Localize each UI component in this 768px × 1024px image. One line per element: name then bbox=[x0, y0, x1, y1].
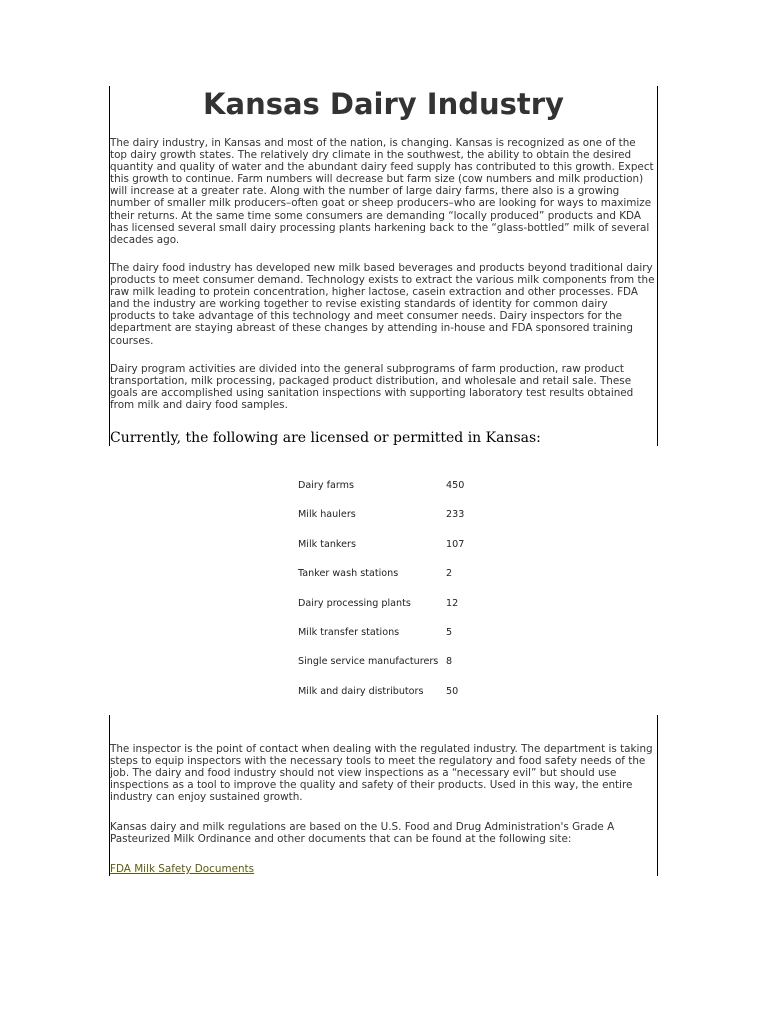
dairy-food-paragraph: The dairy food industry has developed new milk based beverages and products beyond traditional dairy products to meet consumer demand. Technology exists to extract the various milk components from the raw milk leading to protein concentration, higher lactose, casein extraction and other processes. FDA and the industry are working together to revise existing standards of identity for common dairy products to take advantage of this technology and meet consumer needs. Dairy inspectors for the department are staying abreast of these changes by attending in-house and FDA sponsored training courses. bbox=[110, 262, 655, 347]
stat-value: 233 bbox=[446, 509, 465, 521]
list-item bbox=[298, 598, 464, 627]
list-item bbox=[298, 568, 464, 597]
stat-value: 50 bbox=[446, 685, 459, 697]
licensed-heading: Currently, the following are licensed or permitted in Kansas: bbox=[110, 430, 541, 446]
list-item bbox=[298, 686, 464, 715]
stat-label: Milk haulers bbox=[298, 509, 356, 521]
list-item bbox=[298, 509, 464, 538]
page-title: Kansas Dairy Industry bbox=[203, 87, 564, 121]
regulations-paragraph: Kansas dairy and milk regulations are based on the U.S. Food and Drug Administration's Grade A Pasteurized Milk Ordinance and other documents that can be found at the following site: bbox=[110, 821, 615, 846]
inspector-paragraph: The inspector is the point of contact when dealing with the regulated industry. The department is taking steps to equip inspectors with the necessary tools to meet the regulatory and food safety needs of the job. The dairy and food industry should not view inspections as a “necessary evil” but should use inspections as a tool to improve the quality and safety of their products. Used in this way, the entire industry can enjoy sustained growth. bbox=[110, 743, 653, 804]
stat-value: 2 bbox=[446, 568, 453, 580]
list-item bbox=[298, 627, 464, 656]
stat-label: Milk and dairy distributors bbox=[298, 685, 424, 697]
stat-value: 450 bbox=[446, 480, 465, 491]
list-item bbox=[298, 539, 464, 568]
stat-label: Dairy processing plants bbox=[298, 597, 411, 609]
stat-value: 12 bbox=[446, 597, 459, 609]
list-item bbox=[298, 656, 464, 685]
stat-value: 8 bbox=[446, 656, 453, 668]
fda-milk-safety-link[interactable]: FDA Milk Safety Documents bbox=[110, 863, 255, 875]
stat-label: Milk tankers bbox=[298, 538, 356, 550]
intro-paragraph: The dairy industry, in Kansas and most of the nation, is changing. Kansas is recognized as one of the top dairy growth states. The relatively dry climate in the southwest, the ability to obtain the desired quantity and quality of water and the abundant dairy feed supply has contributed to this growth. Expect this growth to continue. Farm numbers will decrease but farm size (cow numbers and milk production) will increase at a greater rate. Along with the number of large dairy farms, there also is a growing number of smaller milk producers–often goat or sheep producers–who are looking for ways to maximize their returns. At the same time some consumers are demanding “locally produced” products and KDA has licensed several small dairy processing plants harkening back to the “glass-bottled” milk of several decades ago. bbox=[110, 137, 654, 246]
list-item bbox=[298, 480, 464, 509]
stat-label: Tanker wash stations bbox=[298, 568, 399, 580]
stat-value: 5 bbox=[446, 626, 453, 638]
stat-label: Milk transfer stations bbox=[298, 626, 400, 638]
stat-value: 107 bbox=[446, 538, 465, 550]
stat-label: Dairy farms bbox=[298, 480, 354, 491]
licensed-list bbox=[298, 480, 464, 715]
program-activities-paragraph: Dairy program activities are divided into the general subprograms of farm production, raw product transportation, milk processing, packaged product distribution, and wholesale and retail sale. These goals are accomplished using sanitation inspections with supporting laboratory test results obtained from milk and dairy food samples. bbox=[110, 363, 634, 412]
stat-label: Single service manufacturers bbox=[298, 656, 439, 668]
